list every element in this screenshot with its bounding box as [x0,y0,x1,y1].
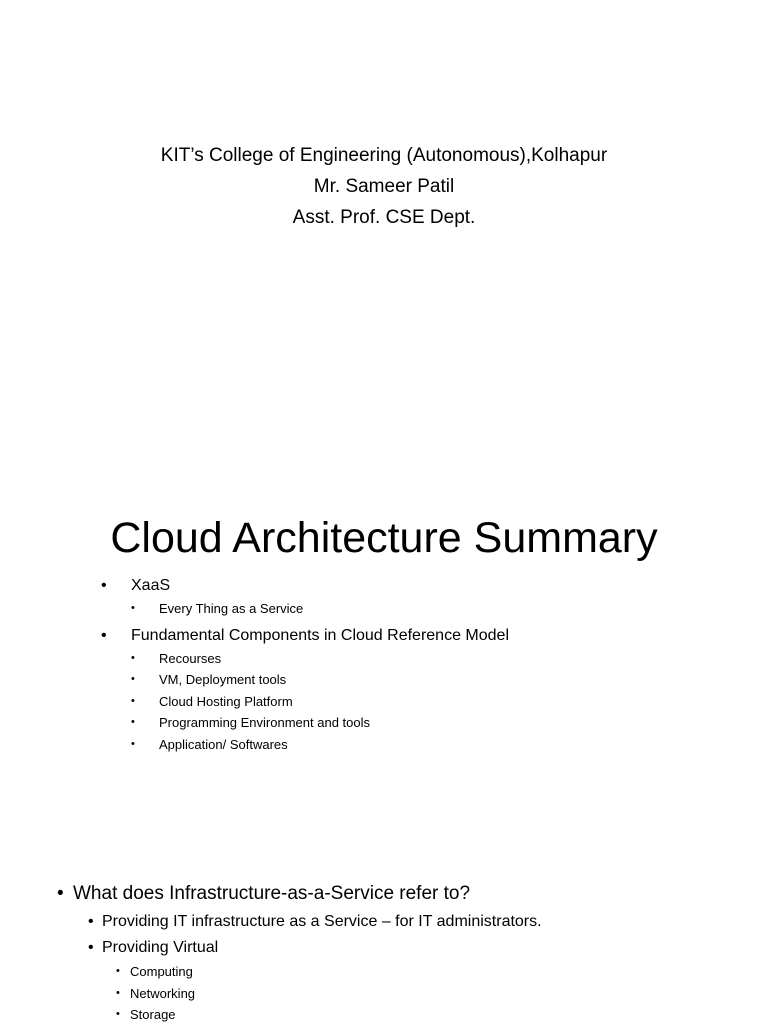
sub-list-item [0,1004,768,1026]
bullet-icon: • [116,965,120,977]
sub-list-item [0,983,768,1005]
presenter-name: Mr. Sameer Patil [313,176,455,197]
sub-list-item-label: VM, Deployment tools [159,672,287,687]
sub-list-item-label: Storage [130,1007,176,1022]
sub-list-item-label: Computing [130,964,193,979]
list-item [0,909,768,935]
summary-slide [0,508,768,755]
list-item-label: Fundamental Components in Cloud Reference Model [131,626,509,644]
sub-list-item [0,669,768,691]
question-label: What does Infrastructure-as-a-Service refer to? [73,883,471,904]
sub-list-item-label: Programming Environment and tools [159,715,370,730]
bullet-icon: • [116,986,120,999]
bullet-icon: • [101,577,107,594]
list-item-label: XaaS [131,577,171,594]
sub-list-item [0,734,768,756]
bullet-icon: • [131,651,135,664]
sub-list-item [0,648,768,670]
list-item-label: Providing IT infrastructure as a Service – for IT administrators. [102,913,542,930]
list-item [0,935,768,961]
list-item-label: Providing Virtual [102,939,219,956]
sub-list-item-label: Application/ Softwares [159,736,288,752]
bullet-icon: • [131,673,135,685]
slide-title: Cloud Architecture Summary [110,514,658,562]
presenter-title: Asst. Prof. CSE Dept. [292,207,476,228]
bullet-icon: • [131,737,135,750]
bullet-icon: • [88,913,94,930]
bullet-icon: • [131,602,135,614]
list-item [0,879,768,909]
sub-list-item [0,598,768,620]
list-item [0,574,768,598]
sub-list-item-label: Every Thing as a Service [159,601,304,616]
bullet-icon: • [88,939,94,956]
sub-list-item [0,691,768,713]
iaas-slide [0,879,768,1026]
sub-list-item [0,961,768,983]
sub-list-item-label: Recourses [159,650,222,666]
bullet-icon: • [131,694,135,707]
sub-list-item-label: Cloud Hosting Platform [159,693,293,709]
sub-list-item [0,712,768,734]
sub-list-item-label: Networking [130,985,196,1001]
bullet-icon: • [116,1008,120,1020]
title-slide [0,140,768,233]
bullet-icon: • [131,716,135,728]
list-item [0,624,768,648]
college-name: KIT’s College of Engineering (Autonomous),Kolhapur [160,145,608,166]
bullet-icon: • [57,883,64,904]
bullet-icon: • [101,626,107,644]
